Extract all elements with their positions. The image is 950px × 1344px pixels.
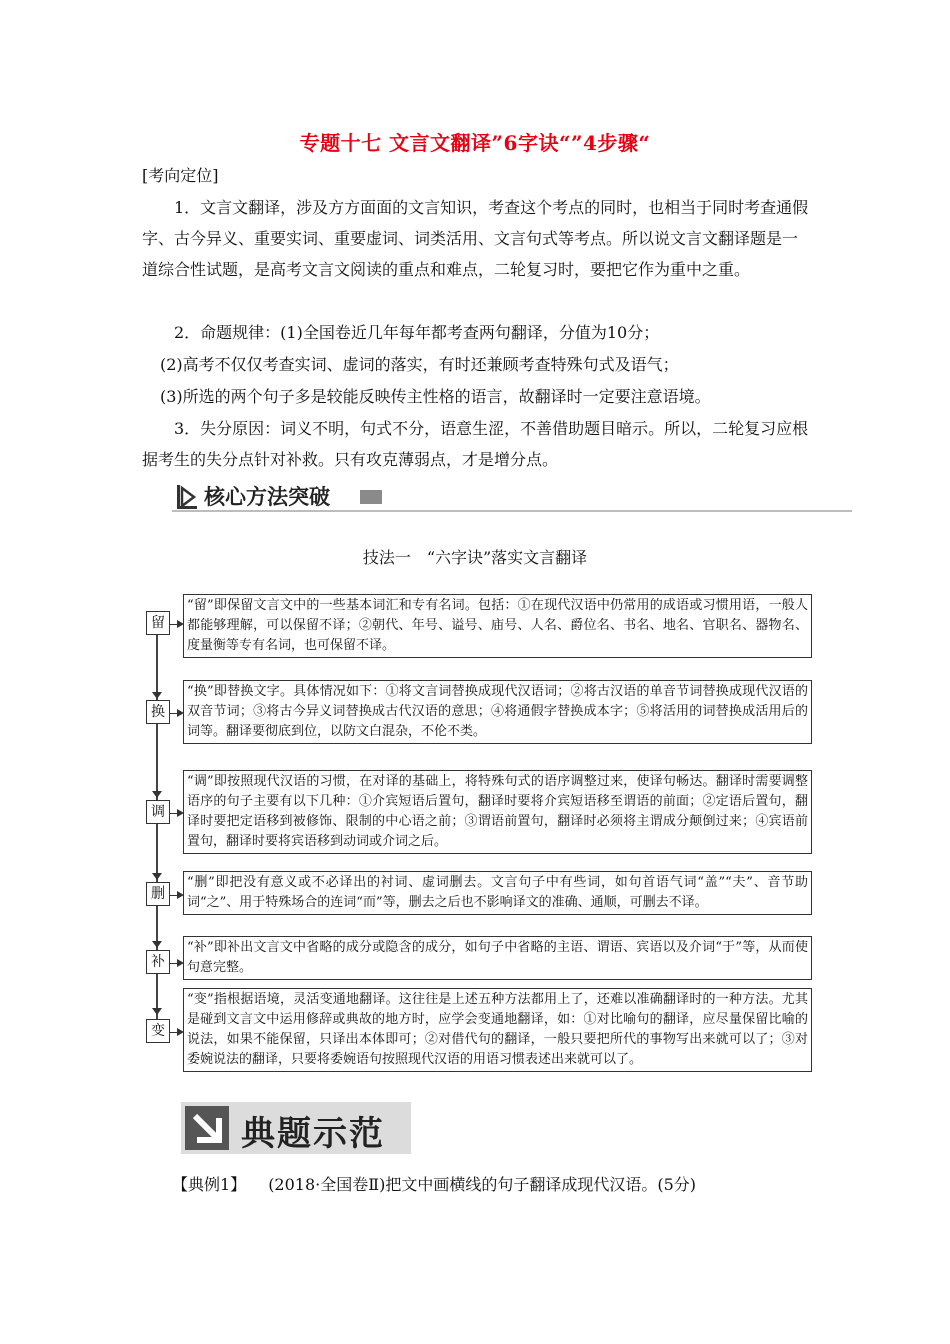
- intro-paragraph-2: 2．命题规律：(1)全国卷近几年每年都考查两句翻译，分值为10分；: [174, 323, 660, 342]
- flow-connector-arrow: [170, 1032, 182, 1033]
- banner-square: [185, 1106, 229, 1150]
- intro-paragraph-4: (3)所选的两个句子多是较能反映传主性格的语言，故翻译时一定要注意语境。: [160, 387, 711, 406]
- down-arrow-icon: [152, 692, 162, 699]
- flow-tag-bu: 补: [146, 950, 170, 974]
- section-divider: [172, 510, 852, 512]
- flow-box-liu: “留”即保留文言文中的一些基本词汇和专有名词。包括：①在现代汉语中仍常用的成语或习惯用语，一般人都能够理解，可以保留不译；②朝代、年号、谥号、庙号、人名、爵位名、书名、地名、官职名、器物名、度量衡等专有名词，也可保留不译。: [183, 594, 812, 658]
- example-line: [172, 1172, 696, 1195]
- flow-connector-arrow: [170, 624, 182, 625]
- flow-box-huan: “换”即替换文字。具体情况如下：①将文言词替换成现代汉语词；②将古汉语的单音节词替换成现代汉语的双音节词；③将古今异义词替换成古代汉语的意思；④将通假字替换成本字；⑤将活用的词替换成活用后的词等。翻译要彻底到位，以防文白混杂，不伦不类。: [183, 680, 812, 744]
- down-arrow-icon: [152, 873, 162, 880]
- example-banner: [181, 1102, 411, 1154]
- intro-paragraph-5: 3．失分原因：词义不明，句式不分，语意生涩，不善借助题目暗示。所以，二轮复习应根据考生的失分点针对补救。只有攻克薄弱点，才是增分点。: [142, 419, 809, 469]
- flow-tag-shan: 删: [146, 882, 170, 906]
- flow-box-bu: “补”即补出文言文中省略的成分或隐含的成分，如句子中省略的主语、谓语、宾语以及介词“于”等，从而使句意完整。: [183, 936, 812, 980]
- example-text: (2018·全国卷Ⅱ)把文中画横线的句子翻译成现代汉语。(5分): [268, 1175, 697, 1194]
- example-label: 【典例1】: [172, 1175, 247, 1194]
- flow-tag-bian: 变: [146, 1019, 170, 1043]
- flow-connector-arrow: [170, 813, 182, 814]
- flow-box-tiao: “调”即按照现代汉语的习惯，在对译的基础上，将特殊句式的语序调整过来，使译句畅达。翻译时需要调整语序的句子主要有以下几种：①介宾短语后置句，翻译时要将介宾短语移至谓语的前面；②定语后置句，翻译时要把定语移到被修饰、限制的中心语之前；③谓语前置句，翻译时必须将主谓成分颠倒过来；④宾语前置句，翻译时要将宾语移到动词或介词之后。: [183, 770, 812, 854]
- section-header: [172, 480, 852, 514]
- flow-tag-tiao: 调: [146, 800, 170, 824]
- page-title: 专题十七 文言文翻译”6字诀“”4步骤“: [299, 131, 651, 155]
- down-arrow-icon: [152, 941, 162, 948]
- section-title: 核心方法突破: [204, 485, 330, 509]
- play-arrow-icon: [176, 484, 198, 510]
- flow-connector-arrow: [170, 963, 182, 964]
- flow-tag-liu: 留: [146, 611, 170, 635]
- flow-connector-arrow: [170, 713, 182, 714]
- intro-heading: [考向定位]: [142, 166, 219, 185]
- arrow-bottom-right-icon: [185, 1106, 229, 1150]
- technique-heading: 技法一 “六字诀”落实文言翻译: [362, 548, 588, 567]
- intro-paragraph-1: 1．文言文翻译，涉及方方面面的文言知识，考查这个考点的同时，也相当于同时考查通假字、古今异义、重要实词、重要虚词、词类活用、文言句式等考点。所以说文言文翻译题是一道综合性试题，是高考文言文阅读的重点和难点，二轮复习时，要把它作为重中之重。: [142, 198, 809, 279]
- down-arrow-icon: [152, 791, 162, 798]
- banner-title: 典题示范: [241, 1114, 385, 1154]
- down-arrow-icon: [152, 1008, 162, 1015]
- section-decor-block: [360, 490, 382, 504]
- flow-connector-arrow: [170, 895, 182, 896]
- intro-paragraph-3: (2)高考不仅仅考查实词、虚词的落实，有时还兼顾考查特殊句式及语气；: [160, 355, 679, 374]
- flow-tag-huan: 换: [146, 700, 170, 724]
- flow-box-bian: “变”指根据语境，灵活变通地翻译。这往往是上述五种方法都用上了，还难以准确翻译时的一种方法。尤其是碰到文言文中运用修辞或典故的地方时，应学会变通地翻译，如：①对比喻句的翻译，应尽量保留比喻的说法，如果不能保留，只译出本体即可；②对借代句的翻译，一般只要把所代的事物写出来就可以了；③对委婉说法的翻译，只要将委婉语句按照现代汉语的用语习惯表述出来就可以了。: [183, 988, 812, 1072]
- flow-box-shan: “删”即把没有意义或不必译出的衬词、虚词删去。文言句子中有些词，如句首语气词“盖”“夫”、音节助词“之”、用于特殊场合的连词“而”等，删去之后也不影响译文的准确、通顺，可删去不译。: [183, 871, 812, 915]
